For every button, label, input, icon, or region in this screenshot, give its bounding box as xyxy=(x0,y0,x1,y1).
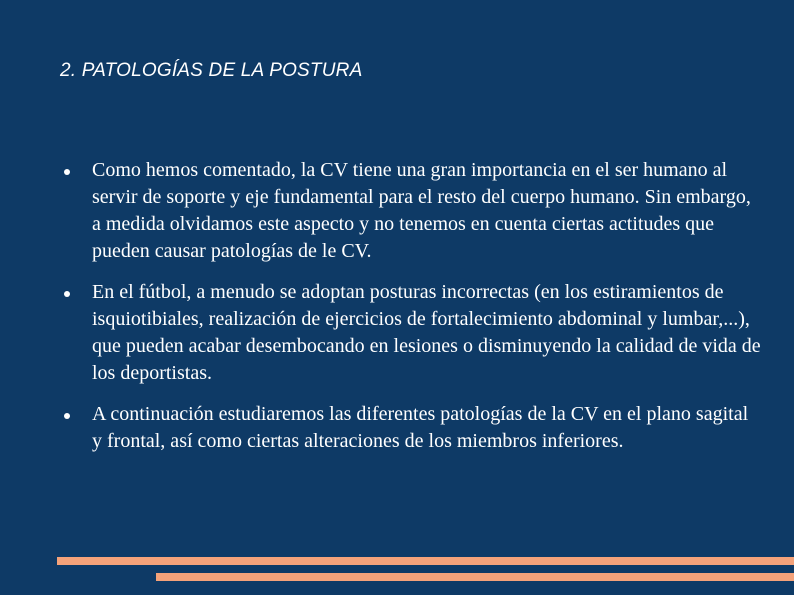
bullet-text: En el fútbol, a menudo se adoptan posturas incorrectas (en los estiramientos de isquiotibiales, realización de ejercicios de fortalecimiento abdominal y lumbar,...), que pueden acabar desembocando en lesiones o disminuyendo la calidad de vida de los deportistas. xyxy=(92,281,761,384)
bullet-text: Como hemos comentado, la CV tiene una gran importancia en el ser humano al servir de soporte y eje fundamental para el resto del cuerpo humano. Sin embargo, a medida olvidamos este aspecto y no tenemos en cuenta ciertas actitudes que pueden causar patologías de le CV. xyxy=(92,159,751,262)
bullet-dot-icon xyxy=(64,291,70,297)
bullet-text: A continuación estudiaremos las diferentes patologías de la CV en el plano sagital y frontal, así como ciertas alteraciones de los miembros inferiores. xyxy=(92,403,749,452)
bullet-list xyxy=(62,157,762,469)
accent-bar-top xyxy=(57,557,794,565)
bullet-dot-icon xyxy=(64,413,70,419)
bullet-dot-icon xyxy=(64,169,70,175)
bullet-item xyxy=(62,157,762,265)
bullet-item xyxy=(62,279,762,387)
accent-bar-bottom xyxy=(156,573,794,581)
slide-title: 2. PATOLOGÍAS DE LA POSTURA xyxy=(60,60,363,81)
bullet-item xyxy=(62,401,762,455)
